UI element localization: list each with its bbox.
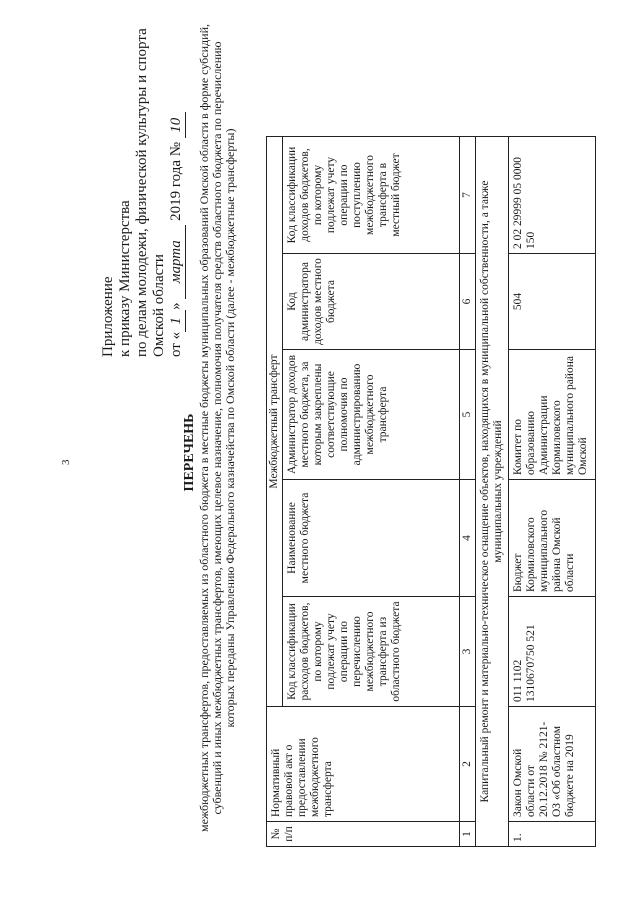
row-admin-name: Комитет по образованию Администрации Кормиловского муниципального района Омской	[509, 350, 596, 480]
appendix-line-4: Омской области	[151, 254, 167, 357]
column-number-row	[460, 137, 476, 847]
col-number: 7	[460, 137, 476, 254]
section-row	[476, 137, 509, 847]
row-act: Закон Омской области от 20.12.2018 № 2121-ОЗ «Об областном бюджете на 2019	[509, 707, 596, 822]
row-np: 1.	[509, 822, 596, 847]
order-number: 10	[168, 112, 186, 138]
header-act: Нормативный правовой акт о предоставлении межбюджетного трансферта	[267, 707, 460, 822]
row-income-code: 2 02 29999 05 0000 150	[509, 137, 596, 254]
section-heading: Капитальный ремонт и материально-техническое оснащение объектов, находящихся в муниципальной собственности, а также муниципальных учреждений	[476, 137, 509, 847]
appendix-line-1: Приложение	[100, 276, 116, 357]
appendix-line-2: к приказу Министерства	[117, 200, 133, 357]
date-prefix: от «	[168, 331, 184, 357]
appendix-block	[100, 28, 186, 357]
col-number: 5	[460, 350, 476, 480]
row-code: 011 1102 1310670750 521	[509, 597, 596, 707]
header-code: Код классификации расходов бюджетов, по которому подлежат учету операции по перечислению межбюджетного трансферта из областного бюджета	[283, 597, 460, 707]
header-np: № п/п	[267, 822, 460, 847]
transfers-table	[266, 136, 596, 847]
col-number: 4	[460, 480, 476, 597]
col-number: 1	[460, 822, 476, 847]
header-income-code: Код классификации доходов бюджетов, по которому подлежат учету операции по поступлению межбюджетного трансферта в местный бюджет	[283, 137, 460, 254]
row-local-budget: Бюджет Кормиловского муниципального района Омской области	[509, 480, 596, 597]
header-row-1	[267, 137, 283, 847]
date-day: 1	[168, 310, 186, 332]
header-admin-name: Администратор доходов местного бюджета, за которым закреплены соответствующие полномочия по администрированию межбюджетного трансферта	[283, 350, 460, 480]
appendix-line-3: по делам молодежи, физической культуры и спорта	[134, 28, 150, 357]
document-title: ПЕРЕЧЕНЬ	[182, 413, 197, 492]
header-local-budget: Наименование местного бюджета	[283, 480, 460, 597]
col-number: 2	[460, 707, 476, 822]
header-group: Межбюджетный трансферт	[267, 137, 283, 707]
page-number: 3	[60, 459, 72, 465]
date-mid: »	[168, 302, 184, 310]
header-admin-code: Код администратора доходов местного бюджета	[283, 254, 460, 350]
date-year: 2019 года №	[168, 141, 184, 221]
table-row	[509, 137, 596, 847]
document-description: межбюджетных трансфертов, предоставляемых из областного бюджета в местные бюджеты муниципальных образований Омской области в форме субсидий, субвенций и иных межбюджетных трансфертов, имеющих целевое назначение, полномочия получателя средств областного бюджета по перечислению которых переданы Управлению Федерального казначейства по Омской области (далее - межбюджетные трансферты)	[197, 24, 237, 833]
col-number: 6	[460, 254, 476, 350]
row-admin-code: 504	[509, 254, 596, 350]
date-month: марта	[168, 225, 186, 299]
col-number: 3	[460, 597, 476, 707]
